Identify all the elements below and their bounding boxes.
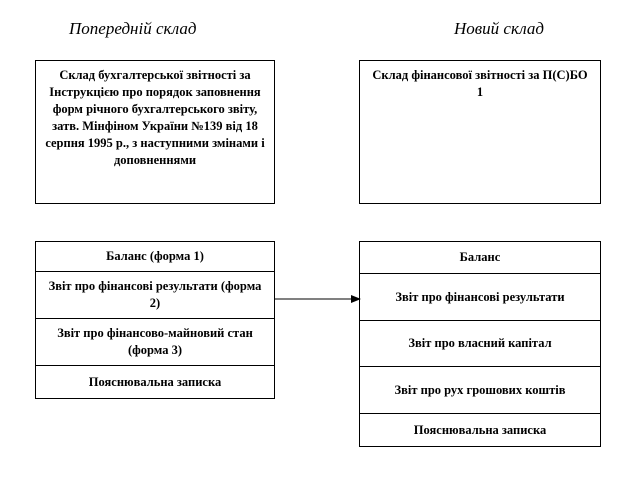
new-item-explanatory-note: Пояснювальна записка <box>413 422 547 437</box>
new-item-equity: Звіт про власний капітал <box>360 321 600 367</box>
previous-item-balance: Баланс (форма 1) <box>36 242 274 272</box>
previous-item-financial-results: Звіт про фінансові результати (форма 2) <box>36 272 274 319</box>
new-item-cash-flow: Звіт про рух грошових коштів <box>360 367 600 414</box>
previous-item-financial-property-state: Звіт про фінансово-майновий стан (форма 3) <box>36 319 274 366</box>
previous-description-box: Склад бухгалтерської звітності за Інструкцією про порядок заповнення форм річного бухгалтерського звіту, затв. Мінфіном України №139 від 18 серпня 1995 р., з наступними змінами і доповненнями <box>35 60 275 204</box>
new-item-financial-results: Звіт про фінансові результати <box>360 274 600 321</box>
transition-arrow <box>275 293 361 305</box>
new-item-balance: Баланс <box>360 242 600 274</box>
heading-new-composition: Новий склад <box>454 19 544 38</box>
heading-previous-composition: Попередній склад <box>69 19 197 38</box>
new-description-box: Склад фінансової звітності за П(С)БО 1 <box>359 60 601 204</box>
previous-item-explanatory-note: Пояснювальна записка <box>88 374 222 389</box>
previous-forms-table <box>35 241 275 399</box>
new-forms-table <box>359 241 601 447</box>
